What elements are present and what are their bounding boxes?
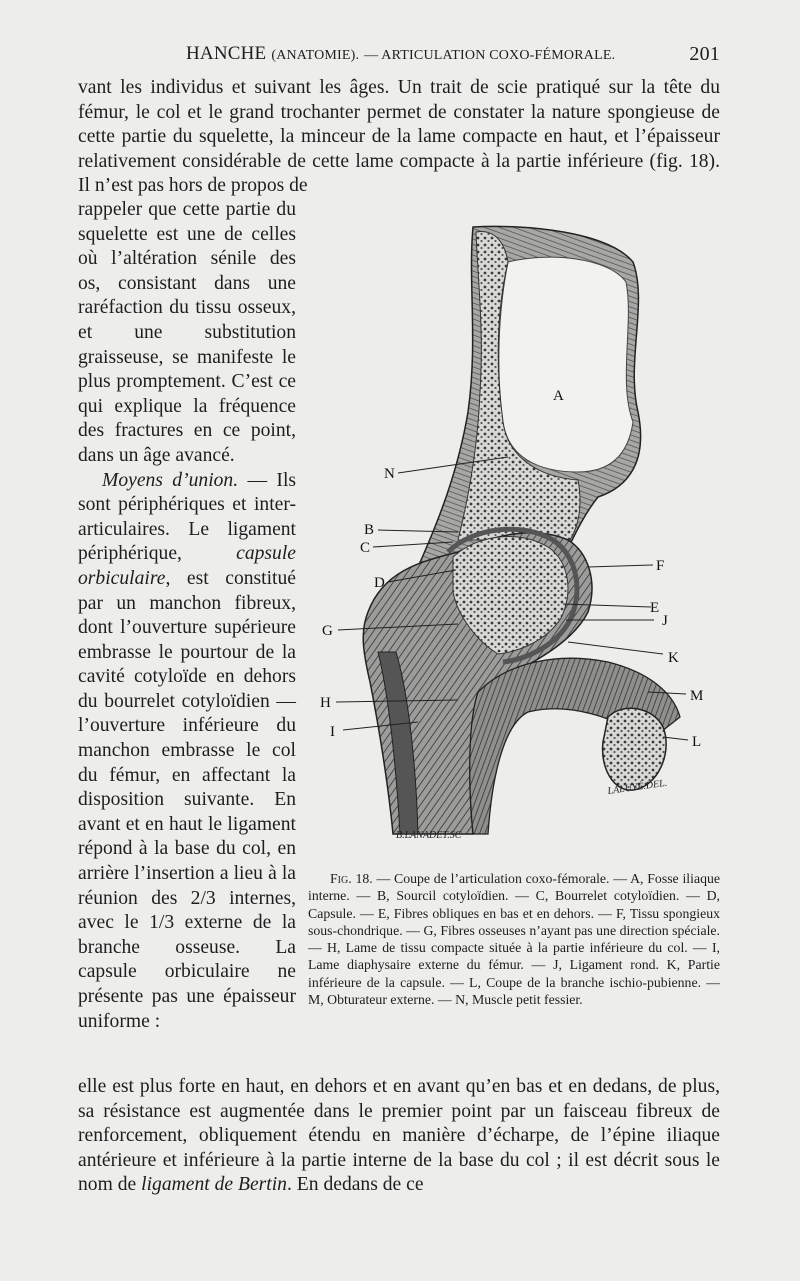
label-C: C xyxy=(360,540,371,556)
running-title-rest: — ARTICULATION COXO-FÉMORALE. xyxy=(364,48,616,63)
left-column-text xyxy=(78,198,296,1034)
running-title-sub: (ANATOMIE). xyxy=(271,48,360,63)
caption-fig-label: Fig. 18. xyxy=(330,871,373,886)
column-paragraph-2-part-b: , est constitué par un manchon fibreux, dont l’ouverture supérieure embrasse le pourtour de la cavité cotyloïde en dehors du bourrelet cotyloïdien — l’ouverture inférieure du manchon embrasse le col du fémur, en affectant la disposition suivante. En avant et en haut le ligament répond à la base du col, en arrière l’insertion a lieu à la réunion des 2/3 internes, avec le 1/3 externe de la branche osseuse. La capsule orbiculaire ne présente pas une épaisseur uniforme : xyxy=(78,567,296,1032)
caption-body: — Coupe de l’articulation coxo-fémorale. — A, Fosse iliaque interne. — B, Sourcil cotyloïdien. — C, Bourrelet cotyloïdien. — D, Capsule. — E, Fibres obliques en bas et en dehors. — F, Tissu spongieux sous-chondrique. — G, Fibres osseuses n’ayant pas une direction spéciale. — H, Lame de tissu compacte située à la partie inférieure du col. — I, Lame diaphysaire externe du fémur. — J, Ligament rond. K, Partie inférieure de la capsule. — L, Coupe de la branche ischio-pubienne. — M, Obturateur externe. — N, Muscle petit fessier. xyxy=(308,871,720,1008)
column-paragraph-1: rappeler que cette partie du squelette est une de celles où l’altération sénile des os, consistant dans une raréfaction du tissu osseux, et une substitution graisseuse, se manifeste le plus promptement. C’est ce qui explique la fréquence des fractures en ce point, dans un âge avancé. xyxy=(78,199,296,466)
term-capsule-orbiculaire: capsule orbiculaire xyxy=(78,543,296,589)
column-paragraph-2-part-a: — Ils sont périphériques et inter-articulaires. Le ligament périphérique, xyxy=(78,469,297,565)
column-paragraph-2 xyxy=(78,469,296,1035)
label-G: G xyxy=(322,623,333,639)
bottom-paragraph xyxy=(78,1075,720,1198)
caption-text xyxy=(308,870,720,1008)
running-header xyxy=(78,43,720,71)
figure-hip-joint-section xyxy=(308,222,720,840)
label-L: L xyxy=(692,734,702,750)
bottom-paragraph-text: elle est plus forte en haut, en dehors et en avant qu’en bas et en dedans, de plus, sa résistance est augmentée dans le premier point par un faisceau fibreux de renforcement, obliquement étendu en manière d’écharpe, de l’épine iliaque antérieure et inférieure à la partie interne de la base du col ; il est décrit sous le nom de xyxy=(78,1076,720,1196)
artist-signature: LALUYÉ.DEL. xyxy=(606,777,668,797)
bottom-paragraph-block xyxy=(78,1075,720,1198)
label-E: E xyxy=(650,600,660,616)
bottom-paragraph-end: . En dedans de ce xyxy=(286,1174,424,1196)
page-number: 201 xyxy=(689,43,720,65)
label-F: F xyxy=(656,558,665,574)
top-paragraph: vant les individus et suivant les âges. Un trait de scie pratiqué sur la tête du fémur, le col et le grand trochanter permet de constater la nature spongieuse de cette partie du squelette, la minceur de la lame compacte en haut, et l’épaisseur relativement considérable de cette lame compacte à la partie inférieure (fig. 18). Il n’est pas hors de propos de xyxy=(78,77,720,197)
figure-caption xyxy=(308,870,720,1008)
label-J: J xyxy=(662,613,668,629)
running-title xyxy=(186,43,615,65)
hip-joint-engraving xyxy=(308,222,720,840)
iliac-fossa-A xyxy=(499,257,633,472)
section-heading-moyens-union: Moyens d’union. xyxy=(102,469,239,491)
label-D: D xyxy=(374,575,385,591)
running-title-main: HANCHE xyxy=(186,43,267,64)
label-A: A xyxy=(553,388,564,404)
ischio-pubic-branch xyxy=(603,708,667,790)
engraver-signature: B.LANADET.SC xyxy=(396,830,462,840)
label-M: M xyxy=(690,688,704,704)
label-N: N xyxy=(384,466,395,482)
label-K: K xyxy=(668,650,679,666)
label-I: I xyxy=(330,724,335,740)
top-paragraph-block xyxy=(78,76,720,199)
label-H: H xyxy=(320,695,331,711)
label-B: B xyxy=(364,522,375,538)
term-ligament-bertin: ligament de Bertin xyxy=(141,1174,287,1196)
